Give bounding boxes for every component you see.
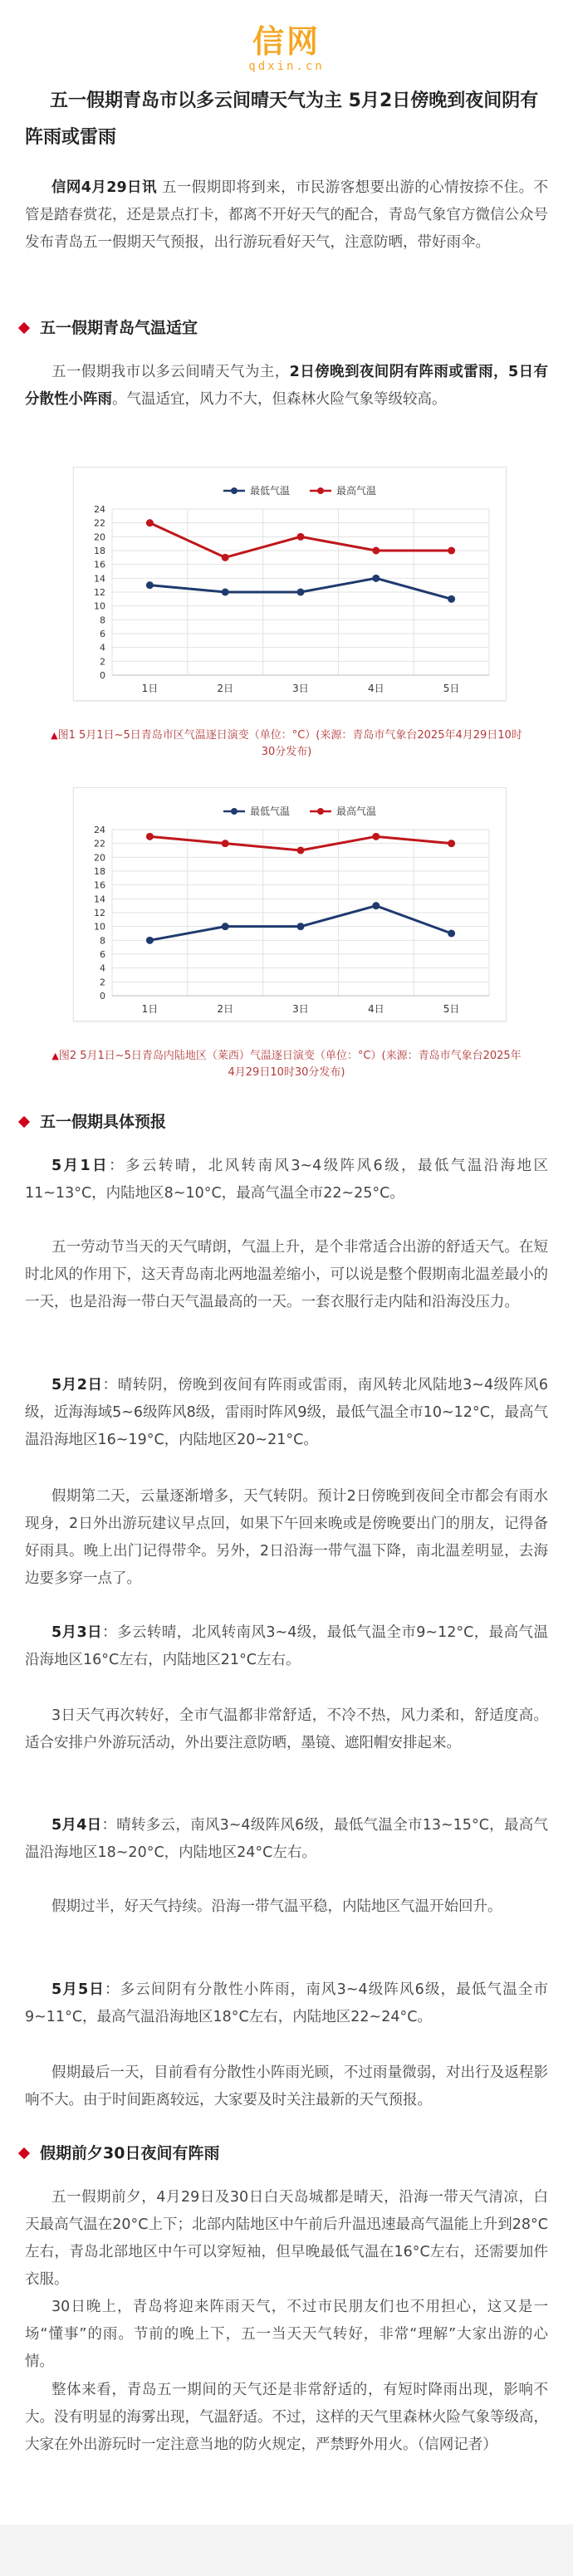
x-tick-label: 2日 — [217, 1003, 234, 1015]
data-point — [372, 833, 380, 840]
forecast-day1-note: 五一劳动节当天的天气晴朗，气温上升，是个非常适合出游的舒适天气。在短时北风的作用下，这天青岛南北两地温差缩小，可以说是整个假期南北温差最小的一天，也是沿海一带白天气温最高的一天。一套衣服行走内陆和沿海没压力。 — [25, 1239, 548, 1310]
y-tick-label: 22 — [94, 517, 105, 529]
section-heading-forecast — [15, 1109, 546, 1134]
x-tick-label: 5日 — [443, 683, 460, 694]
y-tick-label: 18 — [94, 546, 105, 556]
y-tick-label: 8 — [100, 935, 105, 947]
forecast-day2-note: 假期第二天，云量逐渐增多，天气转阴。预计2日傍晚到夜间全市都会有雨水现身，2日外出游玩建议早点回，如果下午回来晚或是傍晚要出门的朋友，记得备好雨具。晚上出门记得带伞。另外，2日沿海一带气温下降，南北温差明显，去海边要多穿一点了。 — [25, 1488, 548, 1587]
forecast-day5 — [25, 1976, 548, 2031]
x-tick-label: 3日 — [292, 683, 309, 694]
data-point — [372, 547, 380, 555]
logo-text-cn: 信网 — [252, 23, 321, 60]
y-tick-label: 4 — [100, 642, 105, 654]
legend-marker — [317, 487, 324, 494]
x-tick-label: 2日 — [217, 683, 234, 694]
legend-marker — [231, 487, 238, 494]
day1-label: 5月1日 — [51, 1158, 110, 1174]
article-title: 五一假期青岛市以多云间晴天气为主 5月2日傍晚到夜间阴有阵雨或雷雨 — [25, 91, 539, 148]
y-tick-label: 22 — [94, 838, 105, 850]
legend-label: 最高气温 — [336, 806, 377, 817]
day3-label: 5月3日 — [51, 1624, 103, 1641]
forecast-day5-note: 假期最后一天，目前看有分散性小阵雨光顾，不过雨量微弱，对出行及返程影响不大。由于时间距离较远，大家要及时关注最新的天气预报。 — [25, 2064, 548, 2108]
y-tick-label: 20 — [94, 531, 105, 543]
data-point — [146, 581, 154, 589]
intro-text: 五一假期即将到来，市民游客想要出游的心情按捺不住。不管是踏春赏花，还是景点打卡，都离不开好天气的配合，青岛气象官方微信公众号发布青岛五一假期天气预报，出行游玩看好天气，注意防晒，带好雨伞。 — [25, 179, 548, 251]
y-tick-label: 24 — [94, 504, 105, 515]
y-tick-label: 4 — [100, 962, 105, 974]
chart-caption-2-text: 图2 5月1日~5日青岛内陆地区（莱西）气温逐日演变（单位：°C）(来源：青岛市气象台2025年4月29日10时30分发布) — [58, 1050, 522, 1079]
diamond-bullet-icon — [18, 1116, 30, 1128]
logo-text-en: qdxin.cn — [248, 60, 325, 73]
y-tick-label: 6 — [100, 629, 105, 639]
section-heading-text: 假期前夕30日夜间有阵雨 — [40, 2144, 220, 2162]
forecast-day3 — [25, 1619, 548, 1674]
chart-inland-temperature — [73, 787, 507, 1021]
forecast-day1 — [25, 1153, 548, 1207]
y-tick-label: 16 — [94, 559, 105, 571]
data-point — [222, 923, 229, 930]
y-tick-label: 0 — [100, 991, 105, 1002]
y-tick-label: 8 — [100, 615, 105, 626]
chart-caption-1-text: 图1 5月1日~5日青岛市区气温逐日演变（单位：°C）(来源：青岛市气象台2025年4月29日10时30分发布) — [57, 729, 522, 758]
intro-paragraph — [25, 174, 548, 257]
x-tick-label: 1日 — [141, 683, 159, 694]
chart-caption-2 — [50, 1048, 523, 1081]
y-tick-label: 6 — [100, 949, 105, 960]
data-point — [146, 833, 154, 840]
forecast-day3-note: 3日天气再次转好，全市气温都非常舒适，不冷不热，风力柔和，舒适度高。适合安排户外游玩活动，外出要注意防晒，墨镜、遮阳帽安排起来。 — [25, 1707, 548, 1751]
section-heading-eve — [15, 2141, 546, 2166]
triangle-icon: ▲ — [51, 730, 58, 741]
section1-text-a: 五一假期我市以多云间晴天气为主， — [51, 364, 290, 380]
forecast-day2 — [25, 1372, 548, 1454]
data-point — [448, 595, 455, 603]
data-point — [372, 902, 380, 909]
data-point — [146, 937, 154, 944]
y-tick-label: 2 — [100, 977, 105, 988]
eve-paragraph-1: 五一假期前夕，4月29日及30日白天岛城都是晴天，沿海一带天气清凉，白天最高气温在20°C上下；北部内陆地区中午前后升温迅速最高气温能上升到28°C左右，青岛北部地区中午可以穿短袖，但早晚最低气温在16°C左右，还需要加件衣服。 — [25, 2189, 548, 2288]
section-heading-text: 五一假期具体预报 — [40, 1113, 167, 1131]
x-tick-label: 4日 — [367, 683, 384, 694]
x-tick-label: 5日 — [443, 1003, 460, 1015]
y-tick-label: 10 — [94, 600, 105, 612]
legend-label: 最高气温 — [336, 485, 377, 497]
diamond-bullet-icon — [18, 322, 30, 334]
forecast-day4 — [25, 1812, 548, 1867]
x-tick-label: 3日 — [292, 1003, 309, 1015]
eve-paragraph-2: 30日晚上，青岛将迎来阵雨天气，不过市民朋友们也不用担心，这又是一场“懂事”的雨。节前的晚上下，五一当天天气转好，非常“理解”大家出游的心情。 — [25, 2299, 548, 2370]
day1-text: ：多云转晴，北风转南风3~4级阵风6级，最低气温沿海地区11~13°C，内陆地区8~10°C，最高气温全市22~25°C。 — [25, 1158, 548, 1202]
y-tick-label: 18 — [94, 866, 105, 877]
y-tick-label: 2 — [100, 656, 105, 668]
chart-caption-1 — [50, 727, 523, 761]
triangle-icon: ▲ — [51, 1050, 59, 1061]
legend-label: 最低气温 — [250, 806, 291, 817]
chart-urban-temperature — [73, 467, 507, 701]
y-tick-label: 16 — [94, 879, 105, 891]
y-tick-label: 10 — [94, 921, 105, 933]
data-point — [222, 589, 229, 596]
day4-label: 5月4日 — [51, 1817, 102, 1834]
y-tick-label: 12 — [94, 908, 105, 918]
y-tick-label: 20 — [94, 852, 105, 864]
day5-text: ：多云间阴有分散性小阵雨，南风3~4级阵风6级，最低气温全市9~11°C，最高气温沿海地区18°C左右，内陆地区22~24°C。 — [25, 1981, 548, 2025]
y-tick-label: 24 — [94, 825, 105, 835]
section-heading-text: 五一假期青岛气温适宜 — [40, 319, 198, 337]
data-point — [222, 554, 229, 561]
data-point — [297, 533, 305, 541]
data-point — [448, 840, 455, 847]
section1-text-c: 。气温适宜，风力不大，但森林火险气象等级较高。 — [112, 391, 447, 408]
data-point — [372, 575, 380, 582]
data-point — [297, 847, 305, 855]
data-point — [297, 589, 305, 596]
legend-marker — [231, 808, 238, 815]
y-tick-label: 14 — [94, 894, 105, 905]
eve-paragraph-3: 整体来看，青岛五一期间的天气还是非常舒适的，有短时降雨出现，影响不大。没有明显的海雾出现，气温舒适。不过，这样的天气里森林火险气象等级高，大家在外出游玩时一定注意当地的防火规定，严禁野外用火。（信网记者） — [25, 2382, 548, 2453]
data-point — [146, 519, 154, 526]
data-point — [448, 547, 455, 555]
page-footer — [0, 2525, 573, 2576]
section1-paragraph — [25, 359, 548, 414]
forecast-day4-note: 假期过半，好天气持续。沿海一带气温平稳，内陆地区气温开始回升。 — [51, 1898, 502, 1915]
data-point — [297, 923, 305, 930]
diamond-bullet-icon — [18, 2147, 30, 2159]
day2-text: ：晴转阴，傍晚到夜间有阵雨或雷雨，南风转北风陆地3~4级阵风6级，近海海域5~6级阵风8级，雷雨时阵风9级，最低气温全市10~12°C，最高气温沿海地区16~19°C，内陆地区20~21°C。 — [25, 1377, 548, 1448]
y-tick-label: 12 — [94, 587, 105, 598]
legend-marker — [317, 808, 324, 815]
y-tick-label: 0 — [100, 670, 105, 681]
data-point — [448, 930, 455, 938]
day5-label: 5月5日 — [51, 1981, 105, 1998]
day2-label: 5月2日 — [51, 1377, 103, 1393]
y-tick-label: 14 — [94, 573, 105, 585]
day4-text: ：晴转多云，南风3~4级阵风6级，最低气温全市13~15°C，最高气温沿海地区18~20°C，内陆地区24°C左右。 — [25, 1817, 549, 1861]
section-heading-temperature — [15, 316, 546, 340]
intro-lead: 信网4月29日讯 — [51, 179, 157, 196]
x-tick-label: 4日 — [367, 1003, 384, 1015]
day3-text: ：多云转晴，北风转南风3~4级，最低气温全市9~12°C，最高气温沿海地区16°C左右，内陆地区21°C左右。 — [25, 1624, 548, 1668]
x-tick-label: 1日 — [141, 1003, 159, 1015]
data-point — [222, 840, 229, 847]
chart-inland-svg — [74, 788, 506, 1021]
site-logo[interactable] — [0, 23, 573, 73]
chart-urban-svg — [74, 468, 506, 700]
legend-label: 最低气温 — [250, 485, 291, 497]
section1-text-bold: 2日傍晚到夜间阴有阵雨或雷雨，5日有分散性小阵雨 — [25, 364, 549, 408]
